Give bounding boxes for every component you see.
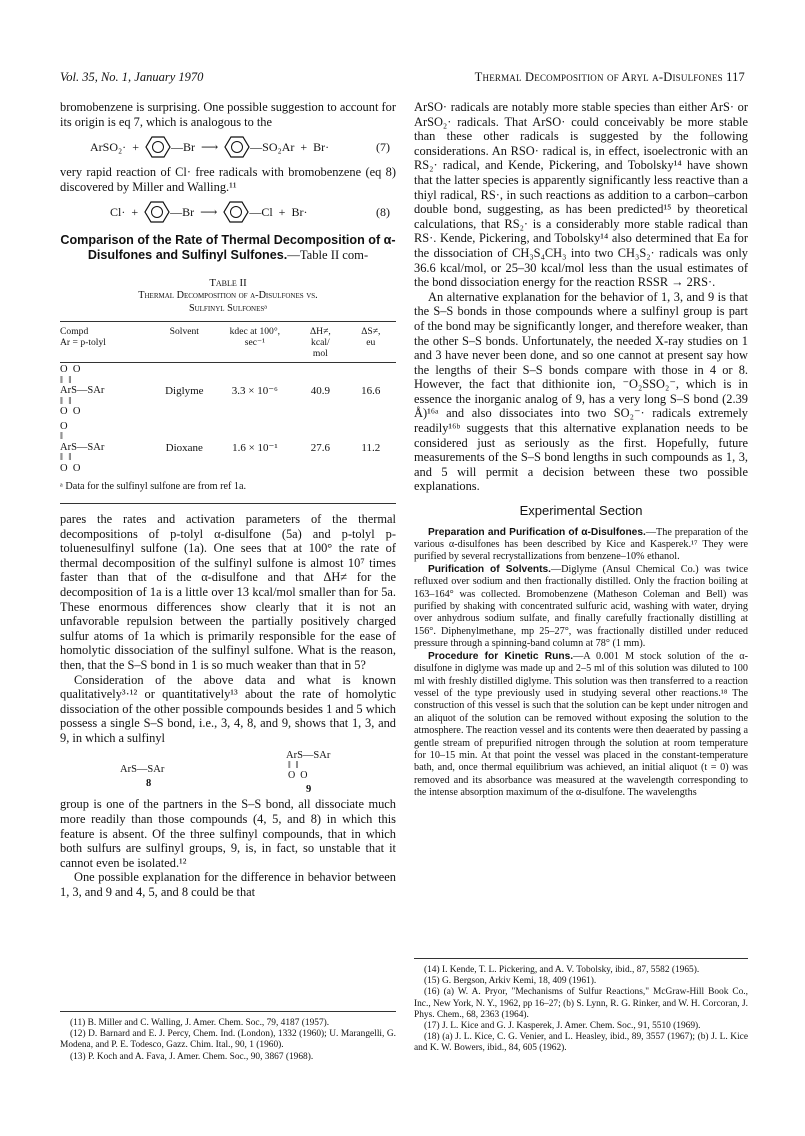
table-row [60, 420, 396, 477]
table-header-row [60, 322, 396, 363]
column-header: Solvent [154, 322, 214, 363]
table-subtitle: Sulfinyl Sulfonesᵃ [188, 302, 268, 314]
paragraph [414, 527, 748, 564]
column-header: Compd Ar = p-tolyl [60, 322, 154, 363]
equation-number: (7) [376, 139, 390, 154]
eq-term: —Br [170, 139, 195, 154]
table-cell: 11.2 [361, 441, 381, 454]
benzene-ring-icon [224, 135, 250, 159]
structure-formula: O O ‖ ‖ ArS—SAr ‖ ‖ O O [60, 364, 105, 418]
section-heading [60, 233, 396, 263]
eq-term: ArSO₂· [90, 139, 127, 154]
table-cell: 27.6 [310, 441, 330, 454]
reference: (12) D. Barnard and E. J. Percy, Chem. Ind. (London), 1332 (1960); U. Marangelli, G. Modena, and P. E. Todesco, Gazz. Chim. Ital., 90, 1 (1960). [60, 1029, 396, 1051]
eq-term: —Br [170, 205, 195, 220]
paragraph [414, 564, 748, 651]
structure-formula: O ‖ ArS—SAr ‖ ‖ O O [60, 420, 105, 474]
paragraph: pares the rates and activation parameters of the thermal decompositions of p-tolyl α-disulfone (5a) and p-tolyl p-toluenesulfinyl sulfone (1a). One sees that at 100° the rate of thermal decomposition of the sulfinyl sulfone is almost 10⁷ times faster than that of the α-disulfone and that ΔH≠ for the decomposition of 1a is a little over 13 kcal/mol smaller than for 5a. These enormous differences show clearly that it is not an unfavorable repulsion between the partially positively charged sulfur atoms of 1a which is primarily responsible for the ease of homolytic dissociation of the sulfinyl sulfone. What is the reason, then, that the S–S bond in 1 is so much weaker than that in 5? [60, 511, 396, 672]
paragraph: very rapid reaction of Cl· free radicals with bromobenzene (eq 8) discovered by Miller and Walling.¹¹ [60, 165, 396, 194]
eq-plus: + [300, 139, 308, 154]
eq-plus: + [132, 139, 139, 154]
table-cell: Diglyme [165, 385, 204, 398]
eq-term: Br· [313, 139, 330, 154]
structure-9: ArS—SAr [286, 750, 331, 762]
column-header: kdec at 100°, sec⁻¹ [215, 322, 296, 363]
table-cell: 40.9 [310, 385, 330, 398]
header-title-page: Thermal Decomposition of Aryl α-Disulfones 117 [474, 70, 745, 84]
reference: (14) I. Kende, T. L. Pickering, and A. V. Tobolsky, ibid., 87, 5582 (1965). [424, 965, 700, 975]
reference: (18) (a) J. L. Kice, C. G. Venier, and L. Heasley, ibid., 89, 3557 (1967); (b) J. L. Kice and K. W. Bowers, ibid., 84, 605 (1962). [414, 1032, 748, 1054]
table-row [60, 363, 396, 420]
paragraph: Consideration of the above data and what is known qualitatively³·¹² or quantitatively¹³ about the rate of homolytic dissociation of the other possible compounds besides 1 and 5 which possess a single S–S bond, i.e., 3, 4, 8, and 9, shows that 1, 3, and 9, in which a sulfinyl [60, 672, 396, 745]
header-volume: Vol. 35, No. 1, January 1970 [60, 70, 204, 84]
benzene-ring-icon [223, 200, 249, 224]
column-header: ΔS≠, eu [346, 322, 396, 363]
column-header: ΔH≠, kcal/ mol [295, 322, 345, 363]
equation-7 [60, 132, 396, 162]
run-in-heading: Preparation and Purification of α-Disulfones. [428, 526, 646, 538]
table-footnote: ᵃ Data for the sulfinyl sulfone are from ref 1a. [60, 480, 396, 504]
paragraph: An alternative explanation for the behavior of 1, 3, and 9 is that the S–S bonds in those compounds where a sulfinyl group is part of the bond may be significantly longer, and therefore weaker, than the other S–S bonds. Unfortunately, the needed X-ray studies on 1 and 3 have never been done, and so one cannot at present say how the lengths of their S–S bonds compare with those in 4 or 8. However, the fact that dithionite ion, ⁻O₂SSO₂⁻, which is in essence the inorganic analog of 9, has a very long S–S bond (2.39 Å)¹⁶ᵃ and also dissociates into two SO₂⁻· radicals extremely readily¹⁶ᵇ suggests that this alternative explanation needs to be considered just as seriously as the first. Hopefully, future measurements of the S–S bond lengths in such compounds as 1, 3, and 5 will permit a decision between these two possible explanations. [414, 289, 748, 494]
eq-arrow: ⟶ [200, 205, 218, 220]
section-title: Experimental Section [519, 503, 643, 519]
paragraph-text: —A 0.001 M stock solution of the α-disulfone in diglyme was made up and 2–5 ml of this solution was diluted to 100 ml with freshly distilled diglyme. This solution was then transferred to a reaction vessel of the type previously used in studying several other reactions.¹⁸ The construction of this vessel is such that the solution can be kept under nitrogen and an aliquot of the solution can be removed without exposing the solution to the atmosphere. The reaction vessel and its contents were then deaerated by passing a gentle stream of prepurified nitrogen through the solution at room temperature for 10–15 min. At that point the vessel was placed in the constant-temperature bath, and, once thermal equilibrium was achieved, an initial aliquot (t = 0) was removed and its absorbance was measured at the wavelength corresponding to the intense absorption maximum of the α-disulfone. The wavelengths [414, 650, 748, 799]
references-left [60, 1011, 396, 1063]
benzene-ring-icon [144, 200, 170, 224]
paragraph: ArSO· radicals are notably more stable species than either ArS· or ArSO₂· radicals. That ArSO· could conceivably be more stable than these other radicals is suggested by the following considerations. An RSO· radical is, in effect, isoelectronic with an RS₂· radical, and Kende, Pickering, and Tobolsky¹⁴ have shown that the latter species is apparently significantly less reactive than a thiyl radical, RS·, in such reactions as addition to a carbon–carbon double bond, suggesting, as has been predicted¹⁵ by theoretical calculations, that RS₂· is a considerably more stable radical than RS·. Kende, Pickering, and Tobolsky¹⁴ also determined that Ea for the dissociation of CH₃S₄CH₃ into two CH₃S₂· radicals was only 36.6 kcal/mol, or 25–30 kcal/mol less than the usual estimates of the bond dissociation energy for the reaction RSSR → 2RS·. [414, 100, 748, 290]
heading-text: Comparison of the Rate of Thermal Decomposition of α-Disulfones and Sulfinyl Sulfones. [60, 233, 396, 263]
table-cell: Dioxane [165, 441, 203, 454]
paragraph: bromobenzene is surprising. One possible suggestion to account for its origin is eq 7, which is analogous to the [60, 100, 396, 129]
structure-9-oxygens: ‖ ‖ O O [288, 760, 308, 782]
reference: (17) J. L. Kice and G. J. Kasperek, J. Amer. Chem. Soc., 91, 5510 (1969). [424, 1021, 701, 1032]
paragraph [414, 651, 748, 800]
data-table [60, 321, 396, 476]
eq-term: Cl· [110, 205, 126, 220]
eq-term: —Cl [249, 205, 273, 220]
reference: (15) G. Bergson, Arkiv Kemi, 18, 409 (1961). [424, 976, 597, 987]
structure-8-number: 8 [146, 778, 152, 790]
paragraph-text: —The preparation of the various α-disulfones has been described by Kice and Kasperek.¹⁷ They were purified by several recrystallizations from benzene–10% ethanol. [414, 526, 748, 563]
heading-tail: —Table II com- [287, 248, 369, 263]
run-in-heading: Purification of Solvents. [428, 563, 551, 575]
eq-term: Br· [291, 205, 308, 220]
reference: (16) (a) W. A. Pryor, "Mechanisms of Sulfur Reactions," McGraw-Hill Book Co., Inc., New York, N. Y., 1962, pp 16–27; (b) S. Lynn, R. G. Rinker, and W. H. Corcoran, J. Phys. Chem., 68, 2363 (1964). [414, 987, 748, 1020]
equation-number: (8) [376, 205, 390, 220]
running-header [60, 70, 745, 86]
structures-8-9 [60, 747, 396, 795]
table-subtitle: Thermal Decomposition of α-Disulfones vs. [138, 290, 318, 302]
table-title: Table II [209, 277, 247, 290]
structure-8: ArS—SAr [120, 764, 165, 776]
eq-plus: + [278, 205, 286, 220]
reference: (13) P. Koch and A. Fava, J. Amer. Chem. Soc., 90, 3867 (1968). [70, 1051, 314, 1062]
equation-8 [60, 197, 396, 227]
run-in-heading: Procedure for Kinetic Runs. [428, 650, 574, 662]
reference: (11) B. Miller and C. Walling, J. Amer. Chem. Soc., 79, 4187 (1957). [70, 1018, 330, 1028]
left-column [60, 100, 396, 900]
table-cell: 16.6 [361, 385, 381, 398]
paragraph-text: —Diglyme (Ansul Chemical Co.) was twice refluxed over sodium and then fractionally distilled. Only the fraction boiling at 163–164° was collected. Bromobenzene (Matheson Coleman and Bell) was purified by shaking with concentrated sulfuric acid, washing with water, drying over anhydrous sodium sulfate, and finally carefully fractionally distilling at 156°. Diphenylmethane, mp 25–27°, was fractionally distilled under reduced pressure through a spinning-band column at 78° (1 mm). [414, 563, 748, 650]
benzene-ring-icon [145, 135, 171, 159]
references-right [414, 958, 748, 1055]
paragraph: group is one of the partners in the S–S bond, all dissociate much more readily than those compounds (4, 5, and 8) in which this feature is absent. Of the three sulfinyl compounds, that in which both sulfurs are sulfinyl groups, 9, is, in fact, so unstable that it cannot even be isolated.¹² [60, 797, 396, 870]
table-cell: 1.6 × 10⁻¹ [232, 441, 278, 454]
eq-arrow: ⟶ [200, 139, 219, 154]
paragraph: One possible explanation for the difference in behavior between 1, 3, and 9 and 4, 5, and 8 could be that [60, 870, 396, 900]
structure-9-number: 9 [306, 784, 312, 796]
right-column [414, 100, 748, 800]
eq-plus: + [131, 205, 139, 220]
table-cell: 3.3 × 10⁻⁶ [231, 385, 278, 398]
eq-term: —SO₂Ar [250, 139, 295, 154]
